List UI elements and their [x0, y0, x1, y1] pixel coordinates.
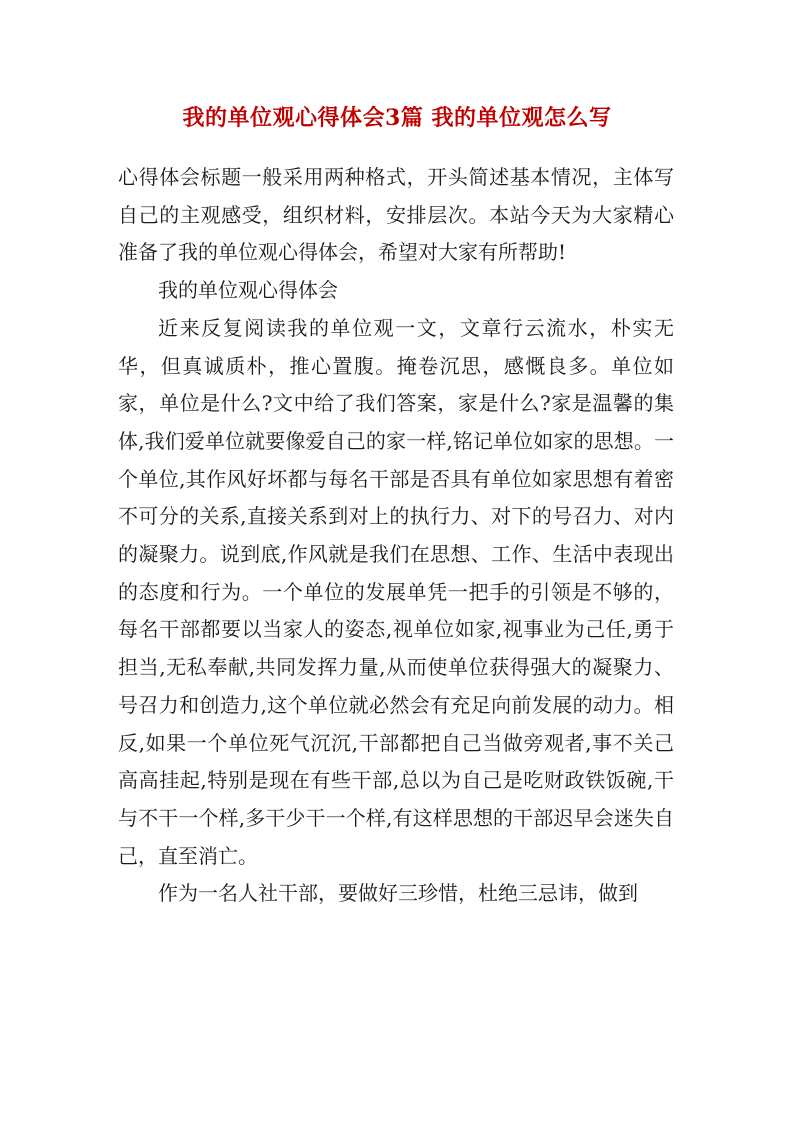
paragraph-intro: 心得体会标题一般采用两种格式，开头简述基本情况，主体写自己的主观感受，组织材料，安排层次。本站今天为大家精心准备了我的单位观心得体会，希望对大家有所帮助! — [118, 165, 674, 265]
document-title: 我的单位观心得体会3篇 我的单位观怎么写 — [182, 105, 612, 131]
paragraph-continued: 作为一名人社干部，要做好三珍惜，杜绝三忌讳，做到 — [158, 881, 638, 906]
document-body — [118, 159, 674, 913]
paragraph-subheading: 我的单位观心得体会 — [158, 278, 338, 303]
paragraph-main: 近来反复阅读我的单位观一文，文章行云流水，朴实无华，但真诚质朴，推心置腹。掩卷沉思，感慨良多。单位如家，单位是什么?文中给了我们答案，家是什么?家是温馨的集体,我们爱单位就要像爱自己的家一样,铭记单位如家的思想。一个单位,其作风好坏都与每名干部是否具有单位如家思想有着密不可分的关系,直接关系到对上的执行力、对下的号召力、对内的凝聚力。说到底,作风就是我们在思想、工作、生活中表现出的态度和行为。一个单位的发展单凭一把手的引领是不够的，每名干部都要以当家人的姿态,视单位如家,视事业为己任,勇于担当,无私奉献,共同发挥力量,从而使单位获得强大的凝聚力、号召力和创造力,这个单位就必然会有充足向前发展的动力。相反,如果一个单位死气沉沉,干部都把自己当做旁观者,事不关己高高挂起,特别是现在有些干部,总以为自己是吃财政铁饭碗,干与不干一个样,多干少干一个样,有这样思想的干部迟早会迷失自己，直至消亡。 — [118, 315, 674, 868]
